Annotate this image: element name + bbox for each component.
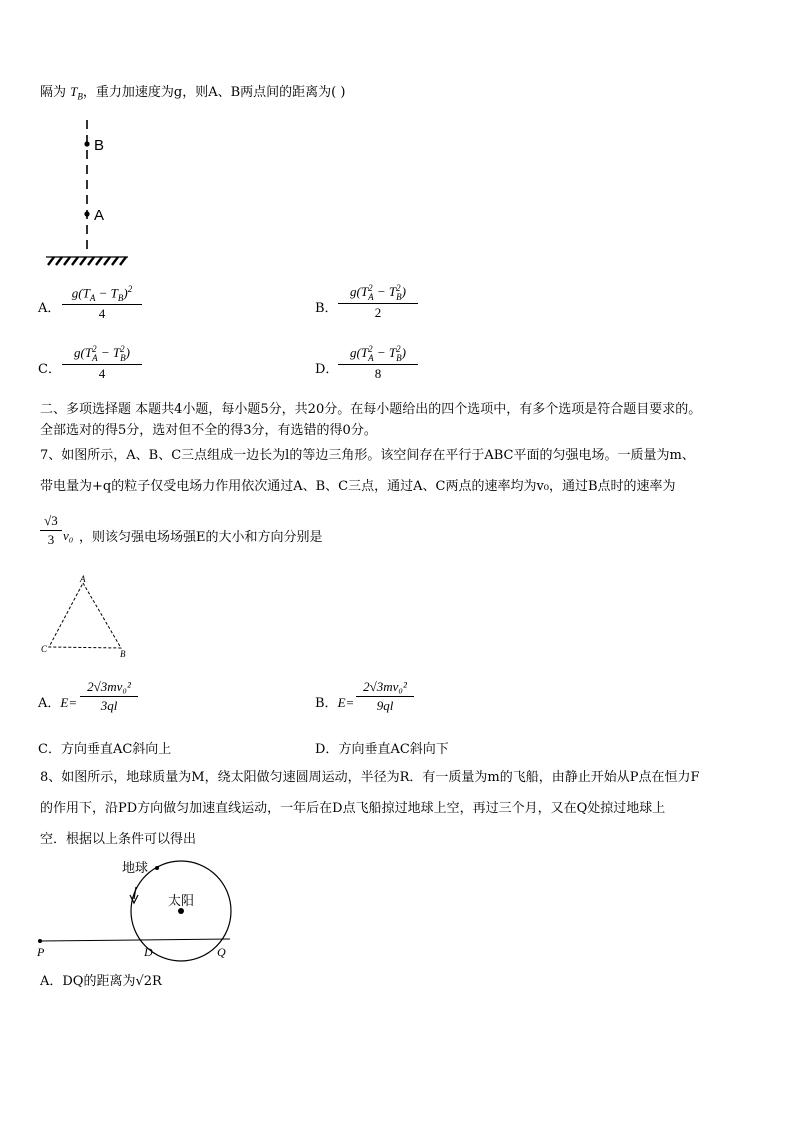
label-d: D: [144, 945, 153, 959]
q7-option-b-formula: 2√3mv₀² 9ql: [356, 679, 414, 714]
q6-stem-rest: ，重力加速度为g，则A、B两点间的距离为( ): [82, 85, 346, 100]
q7-speed-fraction: √3 3: [40, 513, 62, 548]
q7-v0: v₀: [63, 528, 74, 543]
q6-option-d-letter: D．: [315, 362, 339, 377]
q8-line1: 8、如图所示，地球质量为M，绕太阳做匀速圆周运动，半径为R．有一质量为m的飞船，由静止开始从P点在恒力F: [40, 770, 700, 785]
q7-option-a: A．E=: [38, 695, 78, 711]
ground-hatch: [46, 257, 128, 265]
label-b: B: [120, 649, 126, 659]
q7-line2: 带电量为+q的粒子仅受电场力作用依次通过A、B、C三点，通过A、C两点的速率均为v₀，通过B点时的速率为: [40, 479, 676, 494]
path-pdq: [40, 939, 230, 941]
label-c: C: [41, 644, 48, 654]
q7-option-b: B．E=: [315, 695, 355, 711]
point-b: [84, 141, 89, 146]
label-q: Q: [217, 945, 226, 959]
triangle-abc: [49, 583, 121, 648]
q8-line3: 空．根据以上条件可以得出: [40, 832, 197, 847]
label-b: B: [94, 137, 105, 154]
q8-line2: 的作用下，沿PD方向做匀加速直线运动，一年后在D点飞船掠过地球上空，再过三个月，又在Q处掠过地球上: [40, 801, 666, 816]
q6-stem-tb: $T_B$: [70, 84, 83, 102]
q7-option-c: C．方向垂直AC斜向上: [38, 742, 172, 757]
q6-option-c-letter: C．: [38, 362, 61, 377]
q6-option-b-formula: g(T $_{2 A}$ − T $_{2 B}$) 2: [338, 284, 418, 321]
label-a: A: [80, 574, 86, 584]
section2-line2: 全部选对的得5分，选对但不全的得3分，有选错的得0分。: [40, 423, 377, 438]
q6-figure: [40, 115, 140, 270]
section2-line1: 二、多项选择题 本题共4小题，每小题5分，共20分。在每小题给出的四个选项中，有多个选项是符合题目要求的。: [40, 402, 702, 417]
point-p: [38, 939, 42, 943]
q8-option-a: A．DQ的距离为√2R: [40, 974, 162, 989]
label-sun: 太阳: [168, 894, 195, 909]
q6-stem-prefix: 隔为: [40, 85, 67, 100]
q6-option-b-letter: B．: [315, 301, 338, 316]
q7-triangle-figure: [36, 572, 136, 664]
q7-line1: 7、如图所示，A、B、C三点组成一边长为l的等边三角形。该空间存在平行于ABC平面的匀强电场。一质量为m、: [40, 448, 695, 463]
label-earth: 地球: [122, 861, 149, 876]
q6-option-d-formula: g(T $_{2 A}$ − T $_{2 B}$) 8: [338, 345, 418, 382]
q6-option-a-letter: A．: [38, 301, 61, 316]
q6-stem: [40, 84, 345, 105]
point-a: [84, 211, 89, 216]
q6-option-c-formula: g(T $_{2 A}$ − T $_{2 B}$) 4: [62, 345, 142, 382]
q8-orbit-figure: [30, 855, 250, 965]
q7-option-a-formula: 2√3mv₀² 3ql: [80, 679, 138, 714]
label-a: A: [94, 207, 105, 224]
q6-option-a-formula: $g(T_A - T_B)^2$ 4: [62, 284, 142, 322]
earth-dot: [155, 866, 159, 870]
q7-option-d: D．方向垂直AC斜向下: [315, 742, 449, 757]
label-p: P: [37, 945, 45, 959]
q7-line3-rest: ，则该匀强电场场强E的大小和方向分别是: [79, 530, 323, 545]
